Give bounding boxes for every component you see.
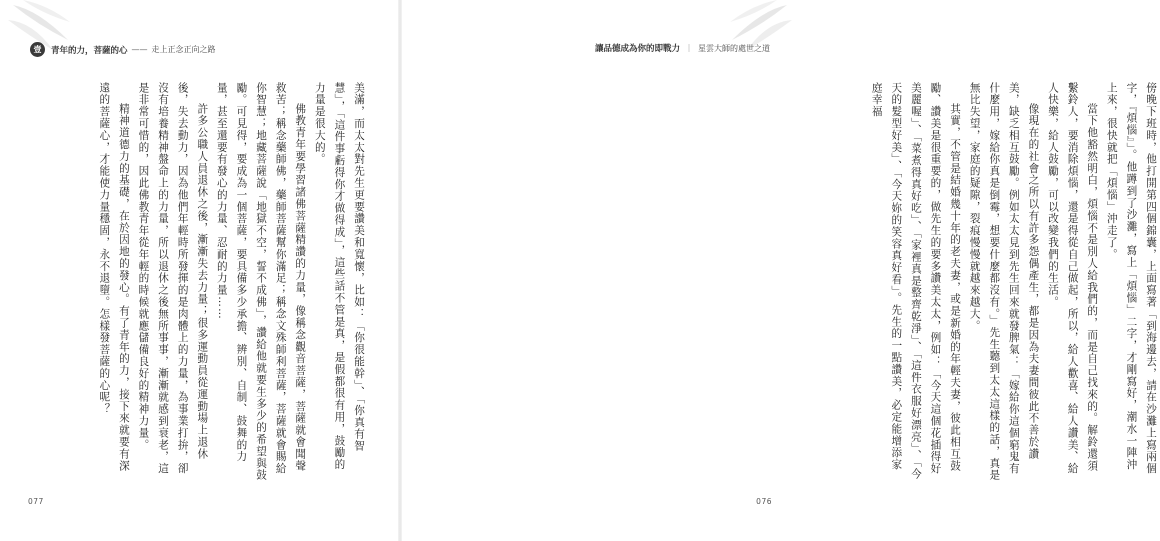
right-body-text xyxy=(830,82,1160,482)
chapter-badge: 壹 xyxy=(30,42,45,57)
title-divider: ｜ xyxy=(685,43,693,53)
right-page xyxy=(400,0,1157,541)
book-title: 讓品德成為你的即戰力 xyxy=(594,44,680,54)
right-running-header xyxy=(595,42,770,54)
paragraph: 像現在的社會之所以有許多怨偶產生，都是因為夫妻間彼此不善於讚美，缺乏相互鼓勵。例如太太見到先生回來就發脾氣：「嫁給你這個窮鬼有什麼用，嫁給你真是倒霉，想要什麼都沒有。」先生聽到太太這樣的話，真是無比失望，家庭的疑隙，裂痕慢慢就越來越大。 xyxy=(968,82,1040,482)
chapter-title: 青年的力，菩薩的心 xyxy=(51,45,128,56)
paragraph: 佛教青年要學習諸佛菩薩精讚的力量，像稱念觀音菩薩，菩薩就會聞聲救苦；稱念藥師佛，藥師菩薩幫你滿足；稱念文殊師利菩薩，菩薩就會賜給你智慧；地藏菩薩說「地獄不空，誓不成佛」，讚給他就要生多少的希望與鼓勵。可見得，要成為一個菩薩，要具備多少承擔、辨別、自制、鼓舞的力量，甚至還要有發心的力量、忍耐的力量…… xyxy=(215,82,307,482)
paragraph: 當下他豁然明白，煩惱不是別人給我們的，而是自己找來的。解鈴還須繫鈴人，要消除煩惱，還是得從自己做起，所以，給人歡喜、給人讚美、給人快樂，給人鼓勵，可以改變我們的生活。 xyxy=(1047,82,1099,475)
paragraph: 美滿，而太太對先生更要讚美和寬懷，比如：「你很能幹」、「你真有智慧」，「這件事虧得你才做得成」，這些話不管是真，是假都很有用，鼓勵的力量是很大的。 xyxy=(313,82,365,471)
left-page xyxy=(0,0,400,541)
page-number: 077 xyxy=(28,497,44,506)
page-number: 076 xyxy=(756,497,772,506)
left-body-text xyxy=(48,82,368,482)
paragraph: 傍晚下班時，他打開第四個錦囊，上面寫著「到海邊去，請在沙灘上寫兩個字，『煩惱』」。他蹲到了沙灘，寫上「煩惱」二字，才剛寫好，潮水一陣沖上來，很快就把「煩惱」沖走了。 xyxy=(1105,82,1157,475)
paragraph: 精神道德力的基礎，在於因地的發心。有了青年的力，接下來就要有深遠的菩薩心，才能使力量穩固，永不退墮。怎樣發菩薩的心呢？ xyxy=(98,82,130,473)
chapter-subtitle: 走上正念正向之路 xyxy=(151,45,216,54)
book-subtitle: 星雲大師的處世之道 xyxy=(698,43,770,53)
left-running-header xyxy=(30,42,216,57)
paragraph: 其實，不管是結婚幾十年的老夫妻，或是新婚的年輕夫妻，彼此相互鼓勵、讚美是很重要的，做先生的要多讚美太太，例如：「今天這個花插得好美麗喔」、「菜煮得真好吃」、「家裡真是整齊乾淨」、「這件衣服好漂亮」、「今天的髮型好美」、「今天妳的笑容真好看」。先生的一點讚美，必定能增添家庭幸福 xyxy=(870,82,962,480)
title-dash: —— xyxy=(131,45,148,54)
paragraph: 許多公職人員退休之後，漸漸失去力量；很多運動員從運動場上退休後，失去動力，因為他們年輕時所發揮的是肉體上的力量，為事業打拚，卻沒有培養精神盤命上的力量，所以退休之後無所事事，漸漸就感到衰老，這是非常可惜的，因此佛教青年從年輕的時候就應儲備良好的精神力量。 xyxy=(137,82,209,475)
